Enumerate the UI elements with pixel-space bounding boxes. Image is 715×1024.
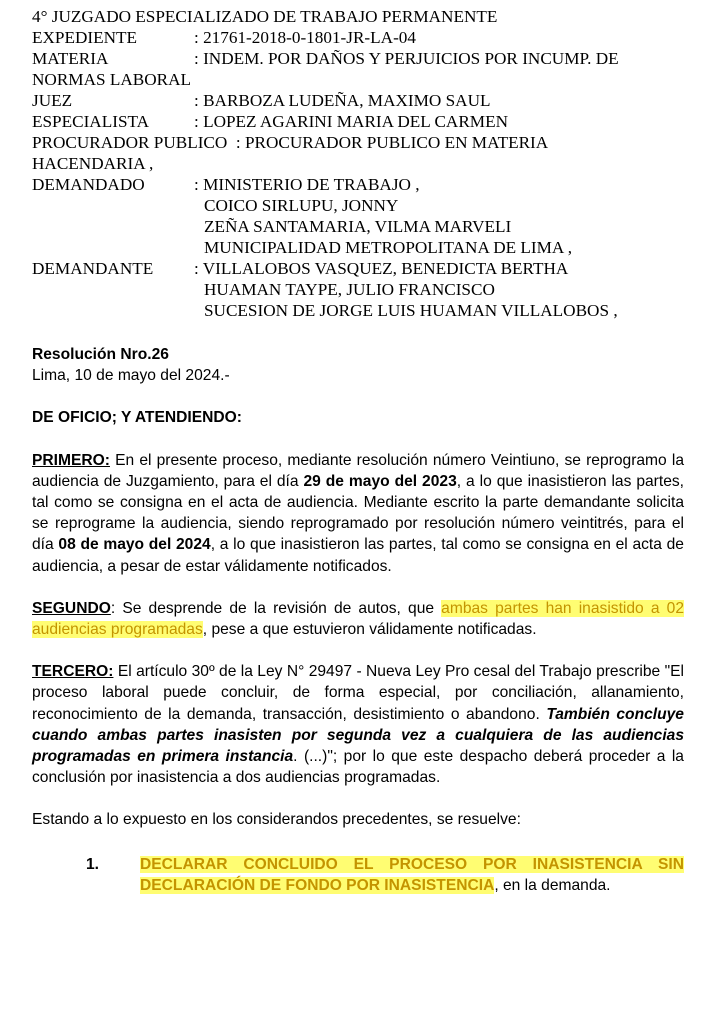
- demandado-label: DEMANDADO: [32, 175, 145, 194]
- resolution-date: Lima, 10 de mayo del 2024.-: [32, 367, 230, 385]
- expediente-value: : 21761-2018-0-1801-JR-LA-04: [194, 28, 416, 47]
- segundo-paragraph: [32, 598, 684, 640]
- materia-row: [32, 48, 692, 69]
- demandado-value: : MINISTERIO DE TRABAJO ,: [194, 175, 420, 194]
- procurador-row: [32, 132, 692, 153]
- materia-value: : INDEM. POR DAÑOS Y PERJUICIOS POR INCUMP. DE: [194, 49, 619, 68]
- juez-value: : BARBOZA LUDEÑA, MAXIMO SAUL: [194, 91, 491, 110]
- juez-label: JUEZ: [32, 91, 73, 110]
- resolution-body: [32, 344, 684, 896]
- segundo-text: : Se desprende de la revisión de autos, que: [110, 599, 442, 617]
- tercero-text: . (...)"; por lo que este despacho deberá proceder a la conclusión por inasistencia a dos audiencias programadas.: [32, 748, 684, 787]
- primero-heading: PRIMERO:: [32, 451, 110, 469]
- primero-date-2: 08 de mayo del 2024: [58, 536, 211, 554]
- resolution-item-highlight: DECLARAR CONCLUIDO EL PROCESO POR INASISTENCIA SIN DECLARACIÓN DE FONDO POR INASISTENCIA: [140, 855, 684, 894]
- segundo-highlight: ambas partes han inasistido a 02 audiencias programadas: [32, 599, 684, 639]
- demandado-value: MUNICIPALIDAD METROPOLITANA DE LIMA ,: [204, 238, 572, 257]
- expediente-label: EXPEDIENTE: [32, 28, 138, 47]
- tercero-text: El artículo 30º de la Ley N° 29497 - Nueva Ley Pro cesal del Trabajo prescribe "El proceso laboral puede concluir, de forma especial, por conciliación, allanamiento, reconocimiento de la demanda, transacción, desistimiento o abandono.: [32, 663, 684, 723]
- procurador-label: PROCURADOR PUBLICO: [32, 133, 228, 152]
- primero-text: , a lo que inasistieron las partes, tal como se consigna en el acta de audiencia. Mediante escrito la parte demandante solicita se reprograme la audiencia, siendo reprogramado por resolución número veintitrés, para el día: [32, 472, 685, 554]
- resolution-intro: DE OFICIO; Y ATENDIENDO:: [32, 409, 242, 427]
- primero-text: , a lo que inasistieron las partes, tal como se consigna en el acta de audiencia, a pesar de estar válidamente notificados.: [32, 536, 684, 575]
- demandante-row: [32, 258, 692, 279]
- resolution-item-text: [140, 854, 684, 896]
- case-header: [32, 6, 692, 321]
- tercero-paragraph: [32, 661, 684, 788]
- demandado-row: [32, 174, 692, 195]
- primero-paragraph: [32, 450, 684, 577]
- materia-label: MATERIA: [32, 49, 109, 68]
- segundo-heading: SEGUNDO: [32, 599, 111, 617]
- procurador-continuation: HACENDARIA ,: [32, 154, 154, 173]
- primero-date-1: 29 de mayo del 2023: [303, 472, 457, 490]
- especialista-row: [32, 111, 692, 132]
- demandante-label: DEMANDANTE: [32, 259, 154, 278]
- primero-text: En el presente proceso, mediante resolución número Veintiuno, se reprogramo la audiencia de Juzgamiento, para el día: [32, 451, 684, 490]
- resolve-intro: Estando a lo expuesto en los considerandos precedentes, se resuelve:: [32, 811, 521, 829]
- materia-continuation: NORMAS LABORAL: [32, 70, 192, 89]
- demandado-value: COICO SIRLUPU, JONNY: [204, 196, 399, 215]
- tercero-heading: TERCERO:: [32, 663, 114, 681]
- resolution-title: Resolución Nro.26: [32, 346, 169, 363]
- resolution-item-rest: , en la demanda.: [494, 876, 611, 894]
- procurador-value: : PROCURADOR PUBLICO EN MATERIA: [227, 133, 549, 152]
- resolution-item: [32, 854, 684, 896]
- segundo-text: , pese a que estuvieron válidamente notificadas.: [202, 621, 537, 639]
- especialista-label: ESPECIALISTA: [32, 112, 150, 131]
- especialista-value: : LOPEZ AGARINI MARIA DEL CARMEN: [194, 112, 508, 131]
- resolution-item-number: 1.: [86, 855, 100, 873]
- demandante-value: : VILLALOBOS VASQUEZ, BENEDICTA BERTHA: [194, 259, 569, 278]
- juez-row: [32, 90, 692, 111]
- court-name: 4° JUZGADO ESPECIALIZADO DE TRABAJO PERMANENTE: [32, 7, 498, 26]
- demandante-value: HUAMAN TAYPE, JULIO FRANCISCO: [204, 280, 495, 299]
- expediente-row: [32, 27, 692, 48]
- demandado-value: ZEÑA SANTAMARIA, VILMA MARVELI: [204, 217, 512, 236]
- demandante-value: SUCESION DE JORGE LUIS HUAMAN VILLALOBOS ,: [204, 301, 618, 320]
- tercero-emphasis: También concluye cuando ambas partes inasisten por segunda vez a cualquiera de las audiencias programadas en primera instancia: [32, 705, 684, 766]
